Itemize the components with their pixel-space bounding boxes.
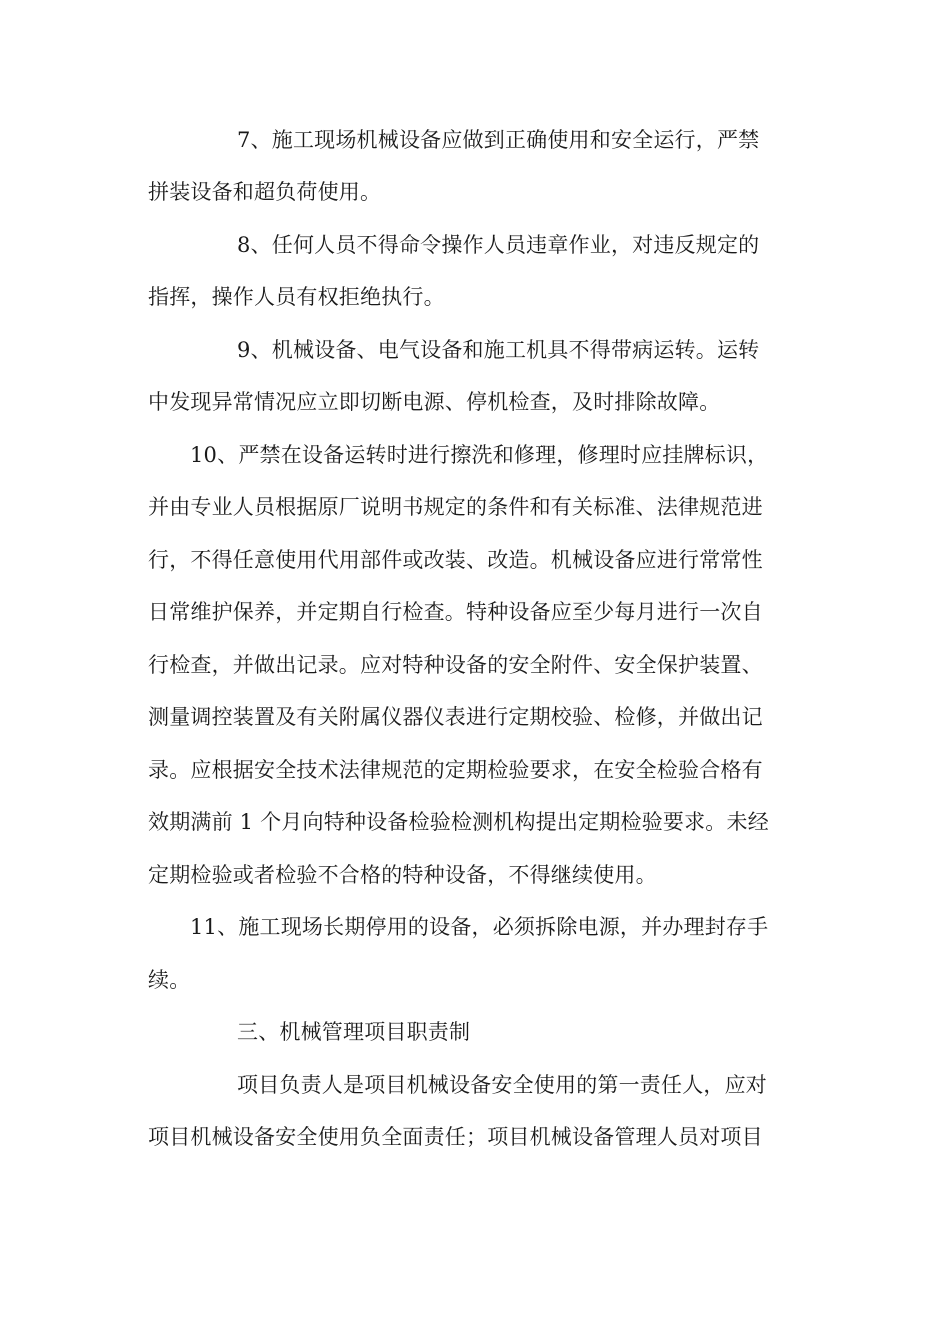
paragraph-10-line-3: 行，不得任意使用代用部件或改装、改造。机械设备应进行常常性 xyxy=(148,548,763,572)
responsibility-paragraph-line-2: 项目机械设备安全使用负全面责任；项目机械设备管理人员对项目 xyxy=(148,1125,763,1149)
section-heading: 三、机械管理项目职责制 xyxy=(237,1020,471,1044)
paragraph-7-line-2: 拼装设备和超负荷使用。 xyxy=(148,180,382,204)
paragraph-7-line-1: 7、施工现场机械设备应做到正确使用和安全运行，严禁 xyxy=(237,128,760,152)
paragraph-11-line-1: 11、施工现场长期停用的设备，必须拆除电源，并办理封存手 xyxy=(190,915,769,939)
paragraph-9-line-1: 9、机械设备、电气设备和施工机具不得带病运转。运转 xyxy=(237,338,760,362)
responsibility-paragraph-line-1: 项目负责人是项目机械设备安全使用的第一责任人，应对 xyxy=(237,1073,767,1097)
paragraph-10-line-6: 测量调控装置及有关附属仪器仪表进行定期校验、检修，并做出记 xyxy=(148,705,763,729)
paragraph-10-line-9: 定期检验或者检验不合格的特种设备，不得继续使用。 xyxy=(148,863,657,887)
paragraph-10-line-5: 行检查，并做出记录。应对特种设备的安全附件、安全保护装置、 xyxy=(148,653,763,677)
paragraph-10-line-8: 效期满前 1 个月向特种设备检验检测机构提出定期检验要求。未经 xyxy=(148,810,769,834)
paragraph-11-line-2: 续。 xyxy=(148,968,191,992)
paragraph-10-line-1: 10、严禁在设备运转时进行擦洗和修理，修理时应挂牌标识， xyxy=(190,443,769,467)
paragraph-8-line-2: 指挥，操作人员有权拒绝执行。 xyxy=(148,285,445,309)
paragraph-10-line-2: 并由专业人员根据原厂说明书规定的条件和有关标准、法律规范进 xyxy=(148,495,763,519)
paragraph-10-line-7: 录。应根据安全技术法律规范的定期检验要求，在安全检验合格有 xyxy=(148,758,763,782)
paragraph-8-line-1: 8、任何人员不得命令操作人员违章作业，对违反规定的 xyxy=(237,233,760,257)
paragraph-9-line-2: 中发现异常情况应立即切断电源、停机检查，及时排除故障。 xyxy=(148,390,721,414)
paragraph-10-line-4: 日常维护保养，并定期自行检查。特种设备应至少每月进行一次自 xyxy=(148,600,763,624)
